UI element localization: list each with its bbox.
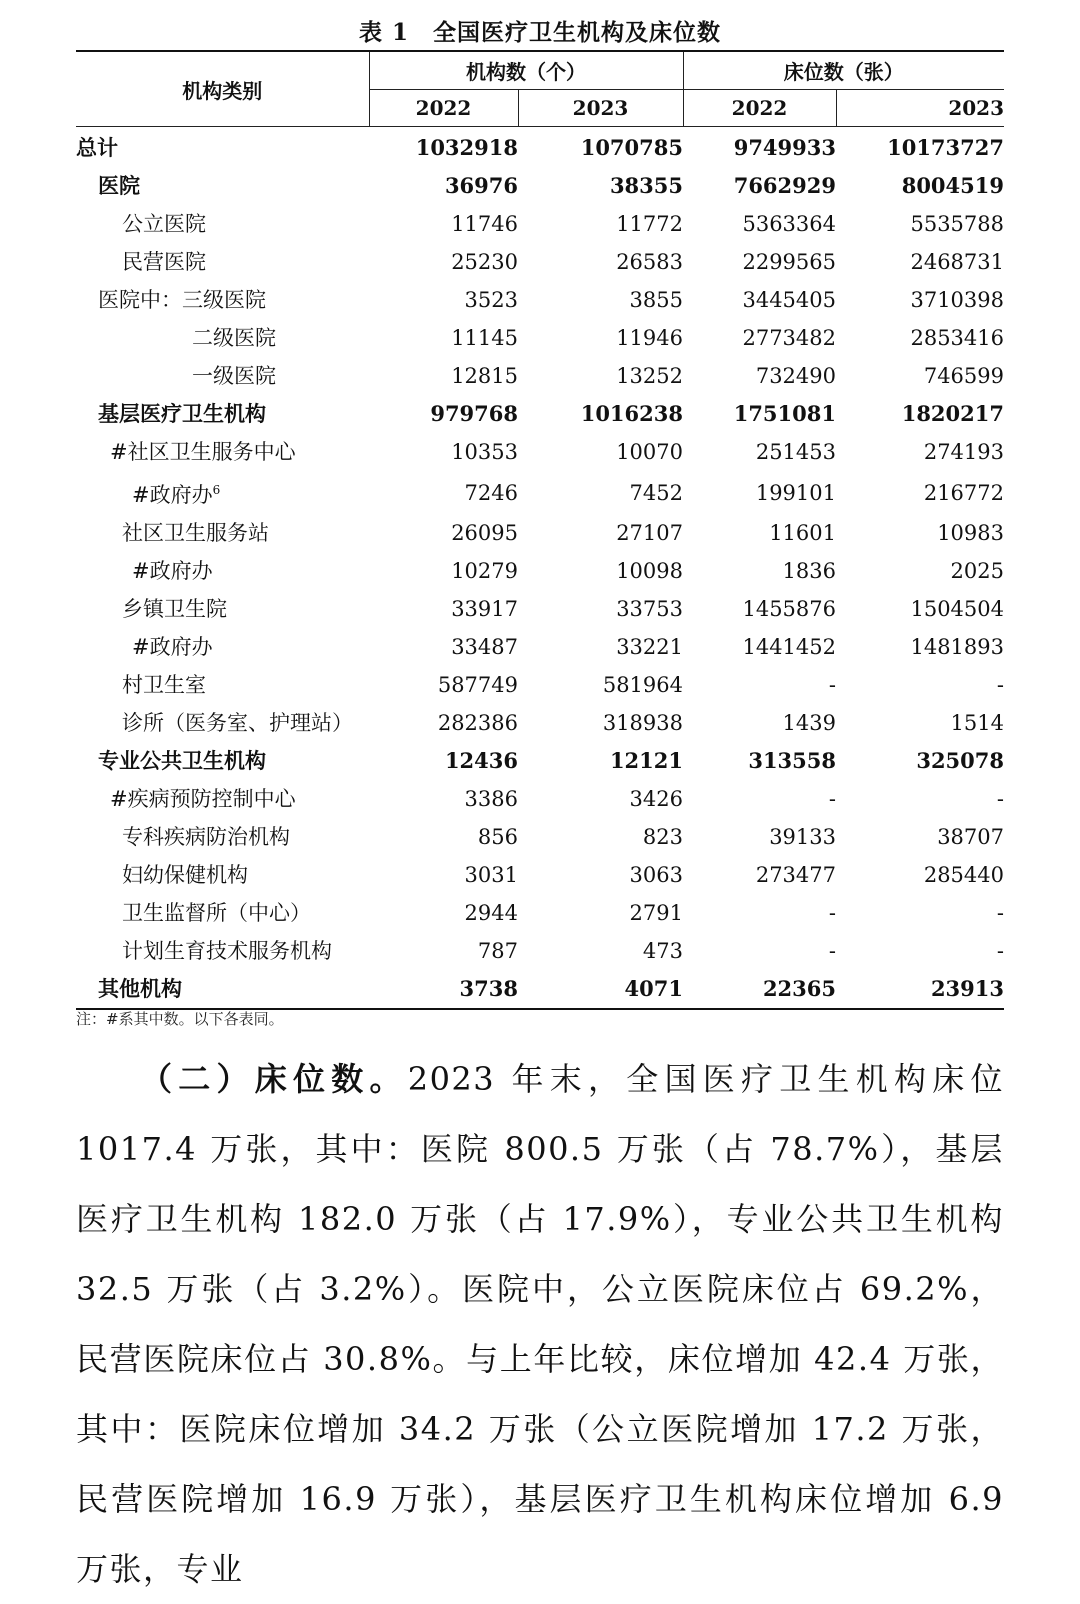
header-year: 2023 bbox=[518, 90, 683, 127]
row-value: - bbox=[828, 787, 836, 811]
table-row bbox=[76, 205, 1004, 243]
row-value: 251453 bbox=[755, 440, 836, 464]
row-value: 11601 bbox=[769, 521, 836, 545]
row-value: 10353 bbox=[451, 440, 518, 464]
row-label-text: 医院 bbox=[98, 174, 140, 198]
table-row bbox=[76, 167, 1004, 205]
row-value: 1441452 bbox=[742, 635, 836, 659]
row-label-text: 计划生育技术服务机构 bbox=[122, 939, 332, 963]
row-value: - bbox=[996, 901, 1004, 925]
row-label bbox=[76, 357, 369, 395]
table-row bbox=[76, 471, 1004, 514]
row-label bbox=[76, 970, 369, 1009]
row-value: 3855 bbox=[629, 288, 683, 312]
row-value: 2791 bbox=[629, 901, 683, 925]
table-row bbox=[76, 433, 1004, 471]
row-value: 4071 bbox=[518, 970, 683, 1009]
row-value: 318938 bbox=[602, 711, 683, 735]
row-value: 313558 bbox=[748, 748, 836, 773]
row-value: 282386 bbox=[437, 711, 518, 735]
row-value: 27107 bbox=[616, 521, 683, 545]
row-value: 1504504 bbox=[910, 597, 1004, 621]
row-value: 12815 bbox=[451, 364, 518, 388]
row-value: 5535788 bbox=[910, 212, 1004, 236]
row-value: 2299565 bbox=[742, 250, 836, 274]
row-value: 11746 bbox=[451, 212, 518, 236]
table-row bbox=[76, 552, 1004, 590]
row-value: 1455876 bbox=[742, 597, 836, 621]
row-label bbox=[76, 856, 369, 894]
row-label bbox=[76, 281, 369, 319]
row-value: 216772 bbox=[923, 480, 1004, 505]
row-value: 1751081 bbox=[733, 401, 836, 426]
row-label-text: 社区卫生服务站 bbox=[122, 521, 269, 545]
row-value: 5363364 bbox=[742, 212, 836, 236]
row-value: 473 bbox=[642, 939, 683, 963]
row-value: 274193 bbox=[923, 440, 1004, 464]
row-label-text: 一级医院 bbox=[192, 364, 276, 388]
row-label bbox=[76, 514, 369, 552]
row-value: 3523 bbox=[464, 288, 518, 312]
table-row bbox=[76, 704, 1004, 742]
row-value: 2853416 bbox=[910, 326, 1004, 350]
table-row bbox=[76, 856, 1004, 894]
row-value: 787 bbox=[477, 939, 518, 963]
table-row bbox=[76, 127, 1004, 168]
row-value: 33753 bbox=[616, 597, 683, 621]
row-value: 3031 bbox=[464, 863, 518, 887]
table-row bbox=[76, 357, 1004, 395]
row-value: 10983 bbox=[937, 521, 1004, 545]
row-value: 8004519 bbox=[901, 173, 1004, 198]
header-beds: 床位数（张） bbox=[683, 51, 1004, 90]
row-label bbox=[76, 628, 369, 666]
row-value: 36976 bbox=[444, 173, 518, 198]
row-label bbox=[76, 127, 369, 168]
table-note: 注：#系其中数。以下各表同。 bbox=[76, 1010, 284, 1028]
header-institutions: 机构数（个） bbox=[369, 51, 683, 90]
row-value: 273477 bbox=[755, 863, 836, 887]
row-value: 3426 bbox=[629, 787, 683, 811]
row-value: 1820217 bbox=[901, 401, 1004, 426]
row-value: 33487 bbox=[451, 635, 518, 659]
row-value: 3710398 bbox=[910, 288, 1004, 312]
row-value: 3063 bbox=[629, 863, 683, 887]
row-value: 7452 bbox=[629, 480, 683, 505]
row-value: 10070 bbox=[616, 440, 683, 464]
row-value: 2468731 bbox=[910, 250, 1004, 274]
row-label bbox=[76, 471, 369, 514]
table-row bbox=[76, 666, 1004, 704]
row-value: 25230 bbox=[451, 250, 518, 274]
row-value: 2025 bbox=[950, 559, 1004, 583]
row-label bbox=[76, 780, 369, 818]
row-label-text: 公立医院 bbox=[122, 212, 206, 236]
row-value: 10173727 bbox=[887, 135, 1004, 160]
table-title: 表 1 全国医疗卫生机构及床位数 bbox=[358, 19, 721, 46]
row-value: 581964 bbox=[602, 673, 683, 697]
row-value: 1016238 bbox=[580, 401, 683, 426]
table-row bbox=[76, 818, 1004, 856]
row-label-text: 其他机构 bbox=[98, 977, 182, 1001]
row-label-text: 二级医院 bbox=[192, 326, 276, 350]
row-value: - bbox=[996, 787, 1004, 811]
row-label-text: 专业公共卫生机构 bbox=[98, 749, 266, 773]
row-value: 38355 bbox=[609, 173, 683, 198]
row-value: 33917 bbox=[451, 597, 518, 621]
row-value: 1481893 bbox=[910, 635, 1004, 659]
row-label-text: #政府办 bbox=[132, 483, 213, 507]
table-row bbox=[76, 590, 1004, 628]
row-value: 33221 bbox=[616, 635, 683, 659]
row-label bbox=[76, 932, 369, 970]
row-label-text: 乡镇卫生院 bbox=[122, 597, 227, 621]
row-value: 9749933 bbox=[733, 135, 836, 160]
row-label bbox=[76, 243, 369, 281]
row-value: 10279 bbox=[451, 559, 518, 583]
row-value: 22365 bbox=[683, 970, 836, 1009]
row-value: 11946 bbox=[616, 326, 683, 350]
row-value: 732490 bbox=[755, 364, 836, 388]
row-value: 26583 bbox=[616, 250, 683, 274]
row-label-text: 卫生监督所（中心） bbox=[122, 901, 311, 925]
row-value: 979768 bbox=[430, 401, 518, 426]
row-label-text: #社区卫生服务中心 bbox=[110, 440, 296, 464]
body-paragraph bbox=[76, 1044, 1004, 1604]
row-label bbox=[76, 433, 369, 471]
row-value: 1070785 bbox=[580, 135, 683, 160]
row-label bbox=[76, 704, 369, 742]
row-value: - bbox=[828, 939, 836, 963]
row-label bbox=[76, 742, 369, 780]
row-value: 823 bbox=[642, 825, 683, 849]
row-value: - bbox=[996, 673, 1004, 697]
row-value: 11772 bbox=[616, 212, 683, 236]
row-value: 1836 bbox=[782, 559, 836, 583]
row-label bbox=[76, 666, 369, 704]
row-value: 3445405 bbox=[742, 288, 836, 312]
row-label bbox=[76, 319, 369, 357]
header-year: 2022 bbox=[683, 90, 836, 127]
row-value: 3386 bbox=[464, 787, 518, 811]
row-label-text: 总计 bbox=[76, 136, 118, 160]
row-label-text: 专科疾病防治机构 bbox=[122, 825, 290, 849]
row-value: 39133 bbox=[769, 825, 836, 849]
row-value: 2773482 bbox=[742, 326, 836, 350]
row-value: 7246 bbox=[464, 480, 518, 505]
row-value: 199101 bbox=[755, 480, 836, 505]
paragraph-lead: （二）床位数。 bbox=[140, 1060, 408, 1098]
row-label bbox=[76, 167, 369, 205]
row-value: 2944 bbox=[464, 901, 518, 925]
row-value: - bbox=[828, 673, 836, 697]
row-value: 856 bbox=[477, 825, 518, 849]
header-category: 机构类别 bbox=[76, 51, 369, 127]
paragraph-body: 2023 年末，全国医疗卫生机构床位 1017.4 万张，其中：医院 800.5 万张（占 78.7%），基层医疗卫生机构 182.0 万张（占 17.9%），专业公共卫生机构 32.5 万张（占 3.2%）。医院中，公立医院床位占 69.2%，民营医院床位占 30.8%。与上年比较，床位增加 42.4 万张，其中：医院床位增加 34.2 万张（公立医院增加 17.2 万张，民营医院增加 16.9 万张），基层医疗卫生机构床位增加 6.9 万张，专业 bbox=[76, 1060, 1004, 1588]
table-row bbox=[76, 742, 1004, 780]
row-value: 587749 bbox=[437, 673, 518, 697]
row-value: 38707 bbox=[937, 825, 1004, 849]
row-value: 1514 bbox=[950, 711, 1004, 735]
table-row bbox=[76, 932, 1004, 970]
table-row bbox=[76, 780, 1004, 818]
row-value: 12436 bbox=[444, 748, 518, 773]
table-row bbox=[76, 894, 1004, 932]
row-value: 3738 bbox=[369, 970, 518, 1009]
row-label-text: #政府办 bbox=[132, 559, 213, 583]
row-label-text: 基层医疗卫生机构 bbox=[98, 402, 266, 426]
row-value: - bbox=[828, 901, 836, 925]
row-label-text: 医院中：三级医院 bbox=[98, 288, 266, 312]
row-label bbox=[76, 818, 369, 856]
row-label bbox=[76, 395, 369, 433]
table-row bbox=[76, 243, 1004, 281]
row-value: 1032918 bbox=[415, 135, 518, 160]
row-label-text: 民营医院 bbox=[122, 250, 206, 274]
row-label-text: #疾病预防控制中心 bbox=[110, 787, 296, 811]
row-value: 26095 bbox=[451, 521, 518, 545]
row-value: 10098 bbox=[616, 559, 683, 583]
row-value: - bbox=[996, 939, 1004, 963]
statistics-table bbox=[76, 50, 1004, 1010]
row-value: 746599 bbox=[923, 364, 1004, 388]
row-value: 13252 bbox=[616, 364, 683, 388]
row-label bbox=[76, 894, 369, 932]
table-row bbox=[76, 395, 1004, 433]
row-label-text: 妇幼保健机构 bbox=[122, 863, 248, 887]
row-value: 23913 bbox=[836, 970, 1004, 1009]
header-year: 2022 bbox=[369, 90, 518, 127]
row-label bbox=[76, 552, 369, 590]
row-label-text: #政府办 bbox=[132, 635, 213, 659]
table-row bbox=[76, 281, 1004, 319]
row-value: 1439 bbox=[782, 711, 836, 735]
row-value: 12121 bbox=[609, 748, 683, 773]
row-label-text: 村卫生室 bbox=[122, 673, 206, 697]
row-label bbox=[76, 205, 369, 243]
table-row bbox=[76, 970, 1004, 1009]
row-value: 285440 bbox=[923, 863, 1004, 887]
row-value: 325078 bbox=[916, 748, 1004, 773]
table-row bbox=[76, 628, 1004, 666]
row-label-text: 诊所（医务室、护理站） bbox=[122, 711, 353, 735]
table-row bbox=[76, 319, 1004, 357]
footnote-marker: 6 bbox=[212, 483, 221, 497]
header-year: 2023 bbox=[836, 90, 1004, 127]
row-value: 7662929 bbox=[733, 173, 836, 198]
row-value: 11145 bbox=[451, 326, 518, 350]
table-body bbox=[76, 127, 1004, 1010]
row-label bbox=[76, 590, 369, 628]
table-row bbox=[76, 514, 1004, 552]
